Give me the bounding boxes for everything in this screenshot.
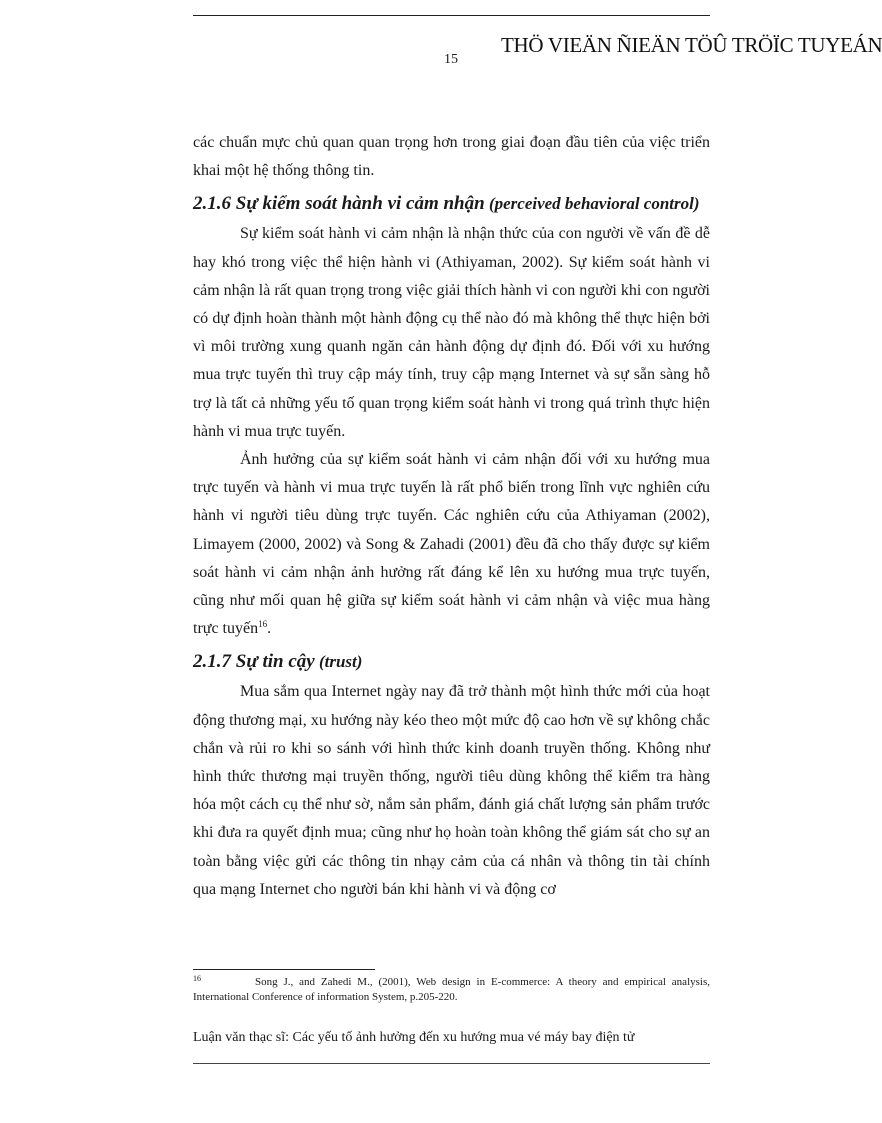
section-heading-2-1-7 (193, 647, 710, 676)
footer-rule (193, 1063, 710, 1064)
footnote: 16 Song J., and Zahedi M., (2001), Web design in E-commerce: A theory and empirical analysis, International Conference of information System, p.205-220. (193, 974, 710, 1003)
header-watermark: THÖ VIEÄN ÑIEÄN TÖÛ TRÖÏC TUYEÁN (501, 33, 882, 57)
paragraph-end-punctuation: . (267, 620, 272, 638)
section-heading-2-1-6-en: (perceived behavioral control) (484, 194, 700, 214)
footer-title: Luận văn thạc sĩ: Các yếu tố ảnh hưởng đến xu hướng mua vé máy bay điện tử (193, 1030, 635, 1045)
paragraph-perceived-control-influence (193, 446, 710, 643)
footnote-separator (193, 969, 375, 970)
section-heading-2-1-6 (193, 189, 710, 218)
page-number: 15 (444, 52, 458, 67)
paragraph-trust: Mua sắm qua Internet ngày nay đã trở thành một hình thức mới của hoạt động thương mại, xu hướng này kéo theo một mức độ cao hơn về sự không chắc chắn và rủi ro khi so sánh với hình thức kinh doanh truyền thống. Không như hình thức thương mại truyền thống, người tiêu dùng không thể kiểm tra hàng hóa một cách cụ thể như sờ, nắm sản phẩm, đánh giá chất lượng sản phẩm trước khi đưa ra quyết định mua; cũng như họ hoàn toàn không thể giám sát cho sự an toàn bằng việc gửi các thông tin nhạy cảm của cá nhân và thông tin tài chính qua mạng Internet cho người bán khi hành vi và động cơ (193, 683, 710, 898)
footnote-reference-16[interactable]: 16 (258, 619, 268, 630)
section-heading-2-1-7-vi: 2.1.7 Sự tin cậy (193, 651, 315, 673)
page-body (193, 129, 710, 904)
header-rule (193, 15, 710, 16)
section-heading-2-1-6-vi: 2.1.6 Sự kiểm soát hành vi cảm nhận (193, 193, 485, 215)
footnote-text: Song J., and Zahedi M., (2001), Web design in E-commerce: A theory and empirical analysis, International Conference of information System, p.205-220. (193, 976, 710, 1003)
section-heading-2-1-7-en: (trust) (314, 652, 363, 672)
paragraph-continuation: các chuẩn mực chủ quan quan trọng hơn trong giai đoạn đầu tiên của việc triển khai một hệ thống thông tin. (193, 134, 710, 180)
paragraph-perceived-control-definition: Sự kiểm soát hành vi cảm nhận là nhận thức của con người về vấn đề dễ hay khó trong việc thể hiện hành vi (Athiyaman, 2002). Sự kiểm soát hành vi cảm nhận là rất quan trọng trong việc giải thích hành vi con người khi con người có dự định hoàn thành một hành động cụ thể nào đó mà không thể thực hiện bởi vì môi trường xung quanh ngăn cản hành động dự định đó. Đối với xu hướng mua trực tuyến thì truy cập máy tính, truy cập mạng Internet và sự sẵn sàng hỗ trợ là tất cả những yếu tố quan trọng kiểm soát hành vi trong quá trình thực hiện hành vi mua trực tuyến. (193, 225, 710, 440)
paragraph-perceived-control-influence-text: Ảnh hưởng của sự kiểm soát hành vi cảm nhận đối với xu hướng mua trực tuyến và hành vi mua trực tuyến là rất phổ biến trong lĩnh vực nghiên cứu hành vi người tiêu dùng trực tuyến. Các nghiên cứu của Athiyaman (2002), Limayem (2000, 2002) và Song & Zahadi (2001) đều đã cho thấy được sự kiểm soát hành vi cảm nhận ảnh hưởng rất đáng kể lên xu hướng mua trực tuyến, cũng như mối quan hệ giữa sự kiểm soát hành vi cảm nhận và việc mua hàng trực tuyến (193, 451, 710, 638)
